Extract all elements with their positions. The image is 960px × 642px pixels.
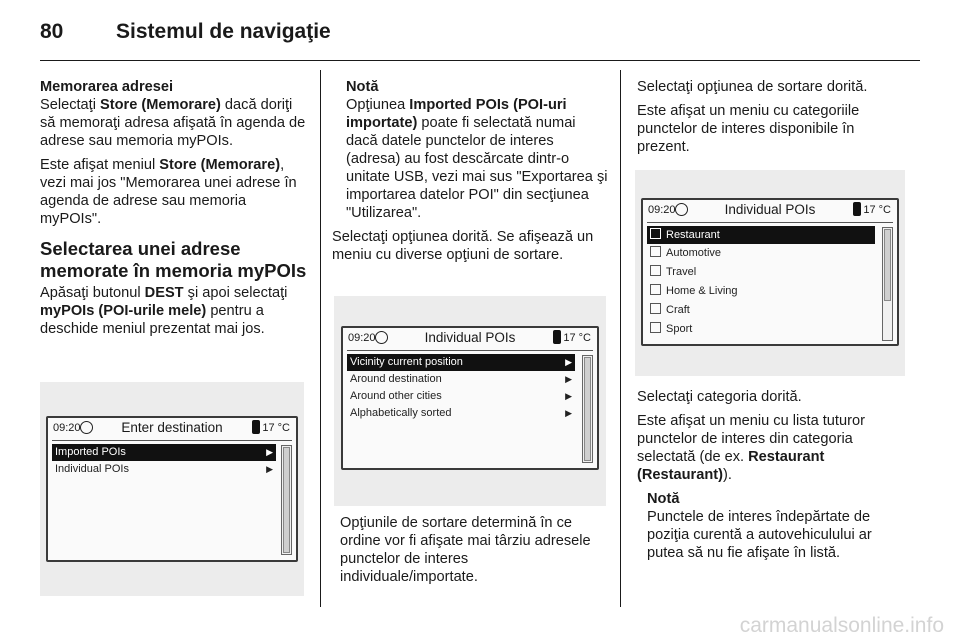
- category-sport[interactable]: Sport: [647, 320, 875, 339]
- arrow-right-icon: ▶: [266, 447, 273, 457]
- paragraph-store: Selectaţi Store (Memorare) dacă doriţi să memoraţi adresa afişată în agenda de adrese sau memoria myPOIs.: [40, 97, 306, 149]
- menu-item-alphabetical[interactable]: Alphabetically sorted ▶: [347, 405, 575, 422]
- scrollbar[interactable]: [281, 445, 292, 555]
- page-number: 80: [40, 20, 64, 43]
- arrow-right-icon: ▶: [565, 374, 572, 384]
- paragraph-poi-list: Este afişat un meniu cu lista tuturor punctelor de interes din categoria selectată (de ex. Restaurant (Restaurant)).: [637, 413, 865, 483]
- category-restaurant[interactable]: Restaurant: [647, 226, 875, 244]
- column-divider-1: [320, 70, 321, 607]
- screen-title: Enter destination: [121, 420, 223, 435]
- watermark: carmanualsonline.info: [739, 614, 944, 637]
- menu-item-individual-pois[interactable]: Individual POIs ▶: [52, 461, 276, 478]
- clock-time: 09:20: [53, 422, 81, 434]
- temperature: 17 °C: [262, 422, 290, 434]
- heading-select-mypois: Selectarea unei adrese memorate în memoria myPOIs: [40, 238, 307, 281]
- car-icon: [650, 246, 661, 257]
- menu-item-vicinity[interactable]: Vicinity current position ▶: [347, 354, 575, 371]
- paragraph-store-menu: Este afişat meniul Store (Memorare), vezi mai jos "Memorarea unei adrese în agenda de adrese sau memoria myPOIs".: [40, 157, 297, 227]
- scrollbar-thumb[interactable]: [884, 229, 891, 301]
- note-distant-pois: Notă Punctele de interes îndepărtate de poziţia curentă a autovehiculului ar putea să nu fie afişate în listă.: [647, 491, 872, 561]
- paragraph-sort-options: Opţiunile de sortare determină în ce ordine vor fi afişate mai târziu adresele punctelor de interes individuale/importate.: [340, 515, 591, 585]
- menu-item-imported-pois[interactable]: Imported POIs ▶: [52, 444, 276, 461]
- clock-time: 09:20: [648, 204, 676, 216]
- category-list: [647, 226, 875, 339]
- clock-time: 09:20: [348, 332, 376, 344]
- menu-item-around-destination[interactable]: Around destination ▶: [347, 371, 575, 388]
- arrow-right-icon: ▶: [565, 391, 572, 401]
- category-travel[interactable]: Travel: [647, 263, 875, 282]
- paragraph-dest-button: Apăsaţi butonul DEST şi apoi selectaţi myPOIs (POI-urile mele) pentru a deschide meniul prezentat mai jos.: [40, 285, 288, 337]
- thermometer-icon: [553, 330, 561, 344]
- sport-icon: [650, 322, 661, 333]
- temperature: 17 °C: [863, 204, 891, 216]
- page-title: Sistemul de navigaţie: [116, 20, 331, 43]
- restaurant-icon: [650, 228, 661, 239]
- arrow-right-icon: ▶: [565, 408, 572, 418]
- header-rule: [40, 60, 920, 61]
- display-panel: [341, 326, 599, 470]
- screen-title: Individual POIs: [424, 330, 516, 345]
- menu-list: [52, 444, 276, 478]
- menu-item-around-other-cities[interactable]: Around other cities ▶: [347, 388, 575, 405]
- screenshot-sort-options: [334, 296, 606, 506]
- column-3: [637, 78, 905, 162]
- display-panel: [46, 416, 298, 562]
- note-imported-pois: Notă Opţiunea Imported POIs (POI-uri importate) poate fi selectată numai dacă datele punctelor de interes (adresa) au fost descărcate dintr-o unitate USB, vezi mai sus "Exportarea şi importarea datelor POI" din secţiunea "Utilizarea".: [346, 79, 608, 221]
- scrollbar[interactable]: [882, 227, 893, 341]
- category-craft[interactable]: Craft: [647, 301, 875, 320]
- arrow-right-icon: ▶: [565, 357, 572, 367]
- scrollbar-thumb[interactable]: [283, 447, 290, 553]
- display-panel: [641, 198, 899, 346]
- page-header: [40, 20, 920, 50]
- home-icon: [650, 284, 661, 295]
- screenshot-categories: [635, 170, 905, 376]
- screenshot-enter-destination: [40, 382, 304, 596]
- column-1: [40, 78, 308, 344]
- arrow-right-icon: ▶: [266, 464, 273, 474]
- paragraph-select-category: Selectaţi categoria dorită.: [637, 389, 802, 405]
- paragraph-select-option: Selectaţi opţiunea dorită. Se afişează un meniu cu diverse opţiuni de sortare.: [332, 229, 594, 263]
- thermometer-icon: [252, 420, 260, 434]
- temperature: 17 °C: [563, 332, 591, 344]
- heading-store-address: Memorarea adresei: [40, 79, 174, 95]
- category-home-living[interactable]: Home & Living: [647, 282, 875, 301]
- thermometer-icon: [853, 202, 861, 216]
- column-divider-2: [620, 70, 621, 607]
- paragraph-categories-menu: Este afişat un meniu cu categoriile punctelor de interes disponibile în prezent.: [637, 103, 860, 155]
- travel-icon: [650, 265, 661, 276]
- column-3-bottom: [637, 388, 905, 568]
- paragraph-select-sort: Selectaţi opţiunea de sortare dorită.: [637, 79, 868, 95]
- column-2-bottom: [340, 514, 608, 592]
- screen-title: Individual POIs: [724, 202, 816, 217]
- craft-icon: [650, 303, 661, 314]
- category-automotive[interactable]: Automotive: [647, 244, 875, 263]
- scrollbar[interactable]: [582, 355, 593, 463]
- column-2: [332, 78, 608, 270]
- menu-list: [347, 354, 575, 422]
- scrollbar-thumb[interactable]: [584, 357, 591, 461]
